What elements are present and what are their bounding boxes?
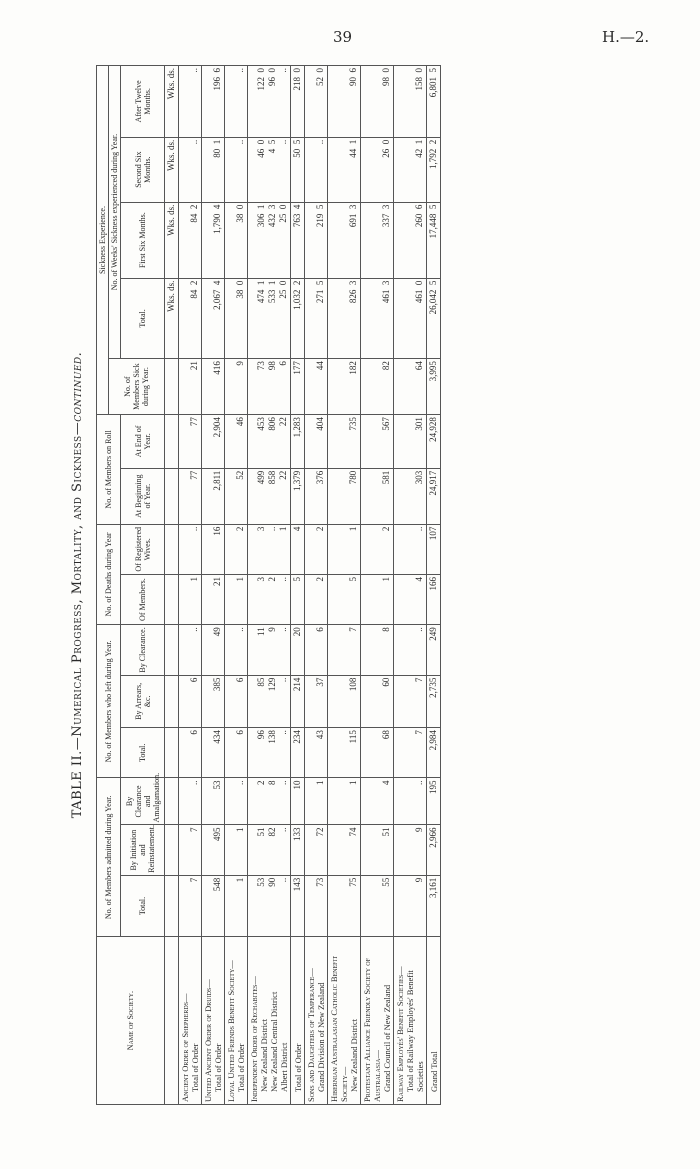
value-cell: .. — [179, 778, 202, 825]
society-heading: Protestant Alliance Friendly Society of Australasia— — [362, 958, 382, 1102]
value-cell: 2 8 .. — [248, 778, 291, 825]
value-cell: 301 — [394, 415, 427, 469]
value-cell: 98 0 — [361, 66, 394, 138]
value-cell: 1,283 — [291, 415, 305, 469]
value-cell: 214 — [291, 675, 305, 728]
value-cell: 82 — [361, 359, 394, 415]
value-cell: 42 1 — [394, 137, 427, 202]
value-cell: 77 — [179, 468, 202, 524]
value-cell: 3,995 — [427, 359, 441, 415]
society-subline: New Zealand District — [259, 1018, 269, 1092]
value-cell: 6 — [305, 625, 328, 675]
table-row — [179, 66, 202, 1105]
value-cell: 44 — [305, 359, 328, 415]
value-cell: 9 — [394, 875, 427, 937]
value-cell: 1 — [328, 524, 361, 574]
value-cell: 1 — [179, 574, 202, 624]
society-heading: Loyal United Friends Benefit Society— — [226, 960, 236, 1102]
society-heading: Sons and Daughters of Temperance— — [306, 968, 316, 1102]
value-cell: .. — [225, 778, 248, 825]
value-cell: 6 — [179, 675, 202, 728]
value-cell: .. — [179, 625, 202, 675]
value-cell: 73 — [305, 875, 328, 937]
value-cell: 53 90 .. — [248, 875, 291, 937]
value-cell: 548 — [202, 875, 225, 937]
value-cell: 50 5 — [291, 137, 305, 202]
header-deaths-wives: Of Registered Wives. — [121, 524, 165, 574]
header-roll-begin: At Beginning of Year. — [121, 468, 165, 524]
value-cell: 43 — [305, 728, 328, 778]
value-cell: 122 0 96 0 .. — [248, 66, 291, 138]
society-name-cell — [225, 937, 248, 1105]
value-cell: 195 — [427, 778, 441, 825]
value-cell: 376 — [305, 468, 328, 524]
value-cell: 166 — [427, 574, 441, 624]
value-cell: 3 .. 1 — [248, 524, 291, 574]
society-name-cell — [291, 937, 305, 1105]
table-row — [328, 66, 361, 1105]
value-cell: 461 0 — [394, 278, 427, 359]
value-cell: 2,904 — [202, 415, 225, 469]
value-cell: 567 — [361, 415, 394, 469]
value-cell: .. — [305, 137, 328, 202]
table-body — [165, 66, 441, 1105]
society-name-cell — [361, 937, 394, 1105]
value-cell: 2 — [305, 574, 328, 624]
value-cell: 763 4 — [291, 202, 305, 278]
value-cell: 735 — [328, 415, 361, 469]
table-row — [427, 66, 441, 1105]
value-cell: 2 — [305, 524, 328, 574]
statistics-table — [96, 65, 441, 1105]
value-cell: 780 — [328, 468, 361, 524]
rotated-table-stage — [70, 65, 650, 1105]
header-admitted-group: No. of Members admitted during Year. — [97, 778, 121, 937]
value-cell: 2,067 4 — [202, 278, 225, 359]
value-cell: 74 — [328, 825, 361, 875]
value-cell: 46 0 4 5 .. — [248, 137, 291, 202]
value-cell: .. — [225, 66, 248, 138]
value-cell: 90 6 — [328, 66, 361, 138]
value-cell: 234 — [291, 728, 305, 778]
value-cell: 6 — [225, 675, 248, 728]
value-cell: 73 98 6 — [248, 359, 291, 415]
society-name-cell — [248, 937, 291, 1105]
value-cell: 6 — [225, 728, 248, 778]
value-cell: 38 0 — [225, 202, 248, 278]
table-row — [225, 66, 248, 1105]
value-cell: 24,917 — [427, 468, 441, 524]
value-cell: 461 3 — [361, 278, 394, 359]
value-cell: 9 — [394, 825, 427, 875]
society-subline: Total of Railway Employés' Benefit Societies — [405, 970, 425, 1092]
units-label: Wks. ds. — [165, 66, 179, 138]
value-cell: 38 0 — [225, 278, 248, 359]
value-cell: 44 1 — [328, 137, 361, 202]
value-cell: 72 — [305, 825, 328, 875]
value-cell: 1 — [225, 825, 248, 875]
value-cell: 7 — [328, 625, 361, 675]
value-cell: 2,984 — [427, 728, 441, 778]
value-cell: 5 — [328, 574, 361, 624]
value-cell: .. — [179, 66, 202, 138]
header-weeks-after: After Twelve Months. — [121, 66, 165, 138]
society-heading: Railway Employés' Benefit Societies— — [395, 966, 405, 1102]
society-subline: Grand Total — [429, 1051, 439, 1092]
society-heading: Hibernian Australasian Catholic Benefit Society— — [329, 955, 349, 1102]
value-cell: .. — [225, 625, 248, 675]
value-cell: 385 — [202, 675, 225, 728]
header-deaths-members: Of Members. — [121, 574, 165, 624]
value-cell: 51 — [361, 825, 394, 875]
value-cell: 4 — [394, 574, 427, 624]
header-roll-end: At End of Year. — [121, 415, 165, 469]
value-cell: 21 — [202, 574, 225, 624]
value-cell: 85 129 .. — [248, 675, 291, 728]
value-cell: 11 9 .. — [248, 625, 291, 675]
value-cell: 53 — [202, 778, 225, 825]
table-row — [291, 66, 305, 1105]
value-cell: 581 — [361, 468, 394, 524]
header-deaths-group: No. of Deaths during Year — [97, 524, 121, 625]
value-cell: .. — [394, 625, 427, 675]
header-weeks-total: Total. — [121, 278, 165, 359]
value-cell: 404 — [305, 415, 328, 469]
value-cell: 68 — [361, 728, 394, 778]
table-row — [248, 66, 291, 1105]
value-cell: 158 0 — [394, 66, 427, 138]
value-cell: 416 — [202, 359, 225, 415]
value-cell: 218 0 — [291, 66, 305, 138]
value-cell: 24,928 — [427, 415, 441, 469]
page-reference: H.—2. — [602, 28, 650, 46]
table-row — [202, 66, 225, 1105]
value-cell: 691 3 — [328, 202, 361, 278]
society-subline: Total of Order — [236, 1043, 246, 1092]
society-name-cell — [328, 937, 361, 1105]
society-subline: Grand Division of New Zealand — [316, 982, 326, 1092]
value-cell: 1 — [328, 778, 361, 825]
value-cell: 3 2 .. — [248, 574, 291, 624]
society-heading: Independent Order of Rechabites— — [249, 976, 259, 1102]
value-cell: 60 — [361, 675, 394, 728]
header-left-group: No. of Members who left during Year. — [97, 625, 121, 778]
value-cell: 84 2 — [179, 202, 202, 278]
value-cell: 1,790 4 — [202, 202, 225, 278]
table-title-continued: continued. — [70, 351, 85, 422]
value-cell: 7 — [394, 728, 427, 778]
society-name-cell — [305, 937, 328, 1105]
value-cell: 1,379 — [291, 468, 305, 524]
units-row — [165, 66, 179, 1105]
header-admitted-total: Total. — [121, 875, 165, 937]
value-cell: 55 — [361, 875, 394, 937]
value-cell: 826 3 — [328, 278, 361, 359]
header-roll-group: No. of Members on Roll — [97, 415, 121, 525]
value-cell: .. — [179, 137, 202, 202]
value-cell: 7 — [179, 875, 202, 937]
table-row — [305, 66, 328, 1105]
value-cell: 453 806 22 — [248, 415, 291, 469]
header-left-clearance: By Clearance. — [121, 625, 165, 675]
value-cell: 2,966 — [427, 825, 441, 875]
value-cell: 6 — [179, 728, 202, 778]
society-subline: Total of Order — [190, 1043, 200, 1092]
value-cell: 16 — [202, 524, 225, 574]
value-cell: 271 5 — [305, 278, 328, 359]
society-subline: Albert District — [279, 1042, 289, 1092]
value-cell: 80 1 — [202, 137, 225, 202]
header-weeks-group: No. of Weeks' Sickness experienced during Year. — [109, 66, 121, 359]
value-cell: 3,161 — [427, 875, 441, 937]
value-cell: 133 — [291, 825, 305, 875]
header-sickness-group: Sickness Experience. — [97, 66, 109, 415]
society-name-cell — [202, 937, 225, 1105]
value-cell: .. — [225, 137, 248, 202]
value-cell: 108 — [328, 675, 361, 728]
value-cell: .. — [179, 524, 202, 574]
society-heading: Ancient Order of Shepherds— — [180, 993, 190, 1102]
units-label: Wks. ds. — [165, 278, 179, 359]
value-cell: 499 858 22 — [248, 468, 291, 524]
header-left-total: Total. — [121, 728, 165, 778]
value-cell: 2,811 — [202, 468, 225, 524]
society-subline: New Zealand Central District — [269, 991, 279, 1092]
value-cell: 9 — [225, 359, 248, 415]
society-subline: Total of Order — [293, 1043, 303, 1092]
society-name-cell — [179, 937, 202, 1105]
page-number: 39 — [333, 28, 353, 46]
header-weeks-first: First Six Months. — [121, 202, 165, 278]
value-cell: 495 — [202, 825, 225, 875]
table-title — [70, 65, 96, 1105]
units-label: Wks. ds. — [165, 202, 179, 278]
value-cell: 115 — [328, 728, 361, 778]
value-cell: 77 — [179, 415, 202, 469]
value-cell: 7 — [394, 675, 427, 728]
value-cell: 177 — [291, 359, 305, 415]
value-cell: 434 — [202, 728, 225, 778]
value-cell: 337 3 — [361, 202, 394, 278]
value-cell: 51 82 .. — [248, 825, 291, 875]
value-cell: 37 — [305, 675, 328, 728]
society-name-cell — [394, 937, 427, 1105]
value-cell: 2 — [361, 524, 394, 574]
value-cell: 4 — [361, 778, 394, 825]
table-row — [394, 66, 427, 1105]
header-name-of-society: Name of Society. — [97, 937, 165, 1105]
value-cell: 6,801 5 — [427, 66, 441, 138]
header-members-sick: No. of Members Sick during Year. — [109, 359, 165, 415]
value-cell: 2 — [225, 524, 248, 574]
value-cell: 1 — [225, 574, 248, 624]
value-cell: 143 — [291, 875, 305, 937]
value-cell: 1 — [361, 574, 394, 624]
value-cell: 7 — [179, 825, 202, 875]
value-cell: 49 — [202, 625, 225, 675]
value-cell: 306 1 432 3 25 0 — [248, 202, 291, 278]
value-cell: 1 — [305, 778, 328, 825]
value-cell: 1,032 2 — [291, 278, 305, 359]
value-cell: 196 6 — [202, 66, 225, 138]
value-cell: 1,792 2 — [427, 137, 441, 202]
society-subline: Total of Order — [213, 1043, 223, 1092]
table-row — [361, 66, 394, 1105]
value-cell: 303 — [394, 468, 427, 524]
value-cell: 46 — [225, 415, 248, 469]
header-weeks-second: Second Six Months. — [121, 137, 165, 202]
value-cell: 4 — [291, 524, 305, 574]
value-cell: 1 — [225, 875, 248, 937]
value-cell: 474 1 533 1 25 0 — [248, 278, 291, 359]
value-cell: 182 — [328, 359, 361, 415]
value-cell: 26,042 5 — [427, 278, 441, 359]
value-cell: 219 5 — [305, 202, 328, 278]
value-cell: 10 — [291, 778, 305, 825]
society-subline: New Zealand District — [349, 1018, 359, 1092]
value-cell: 21 — [179, 359, 202, 415]
value-cell: 84 2 — [179, 278, 202, 359]
value-cell: .. — [394, 778, 427, 825]
society-name-cell — [427, 937, 441, 1105]
value-cell: 8 — [361, 625, 394, 675]
society-heading: United Ancient Order of Druids— — [203, 979, 213, 1102]
value-cell: 5 — [291, 574, 305, 624]
header-admitted-initiation: By Initiation and Reinstatement. — [121, 825, 165, 875]
value-cell: 75 — [328, 875, 361, 937]
value-cell: 52 — [225, 468, 248, 524]
value-cell: 260 6 — [394, 202, 427, 278]
value-cell: 17,448 5 — [427, 202, 441, 278]
header-left-arrears: By Arrears, &c. — [121, 675, 165, 728]
value-cell: .. — [394, 524, 427, 574]
society-subline: Grand Council of New Zealand — [382, 984, 392, 1092]
value-cell: 2,735 — [427, 675, 441, 728]
value-cell: 96 138 .. — [248, 728, 291, 778]
value-cell: 52 0 — [305, 66, 328, 138]
value-cell: 20 — [291, 625, 305, 675]
table-title-main: TABLE II.—Numerical Progress, Mortality, and Sickness— — [70, 421, 85, 819]
value-cell: 64 — [394, 359, 427, 415]
units-label: Wks. ds. — [165, 137, 179, 202]
value-cell: 249 — [427, 625, 441, 675]
header-admitted-clearance: By Clearance and Amalgamation. — [121, 778, 165, 825]
value-cell: 26 0 — [361, 137, 394, 202]
value-cell: 107 — [427, 524, 441, 574]
